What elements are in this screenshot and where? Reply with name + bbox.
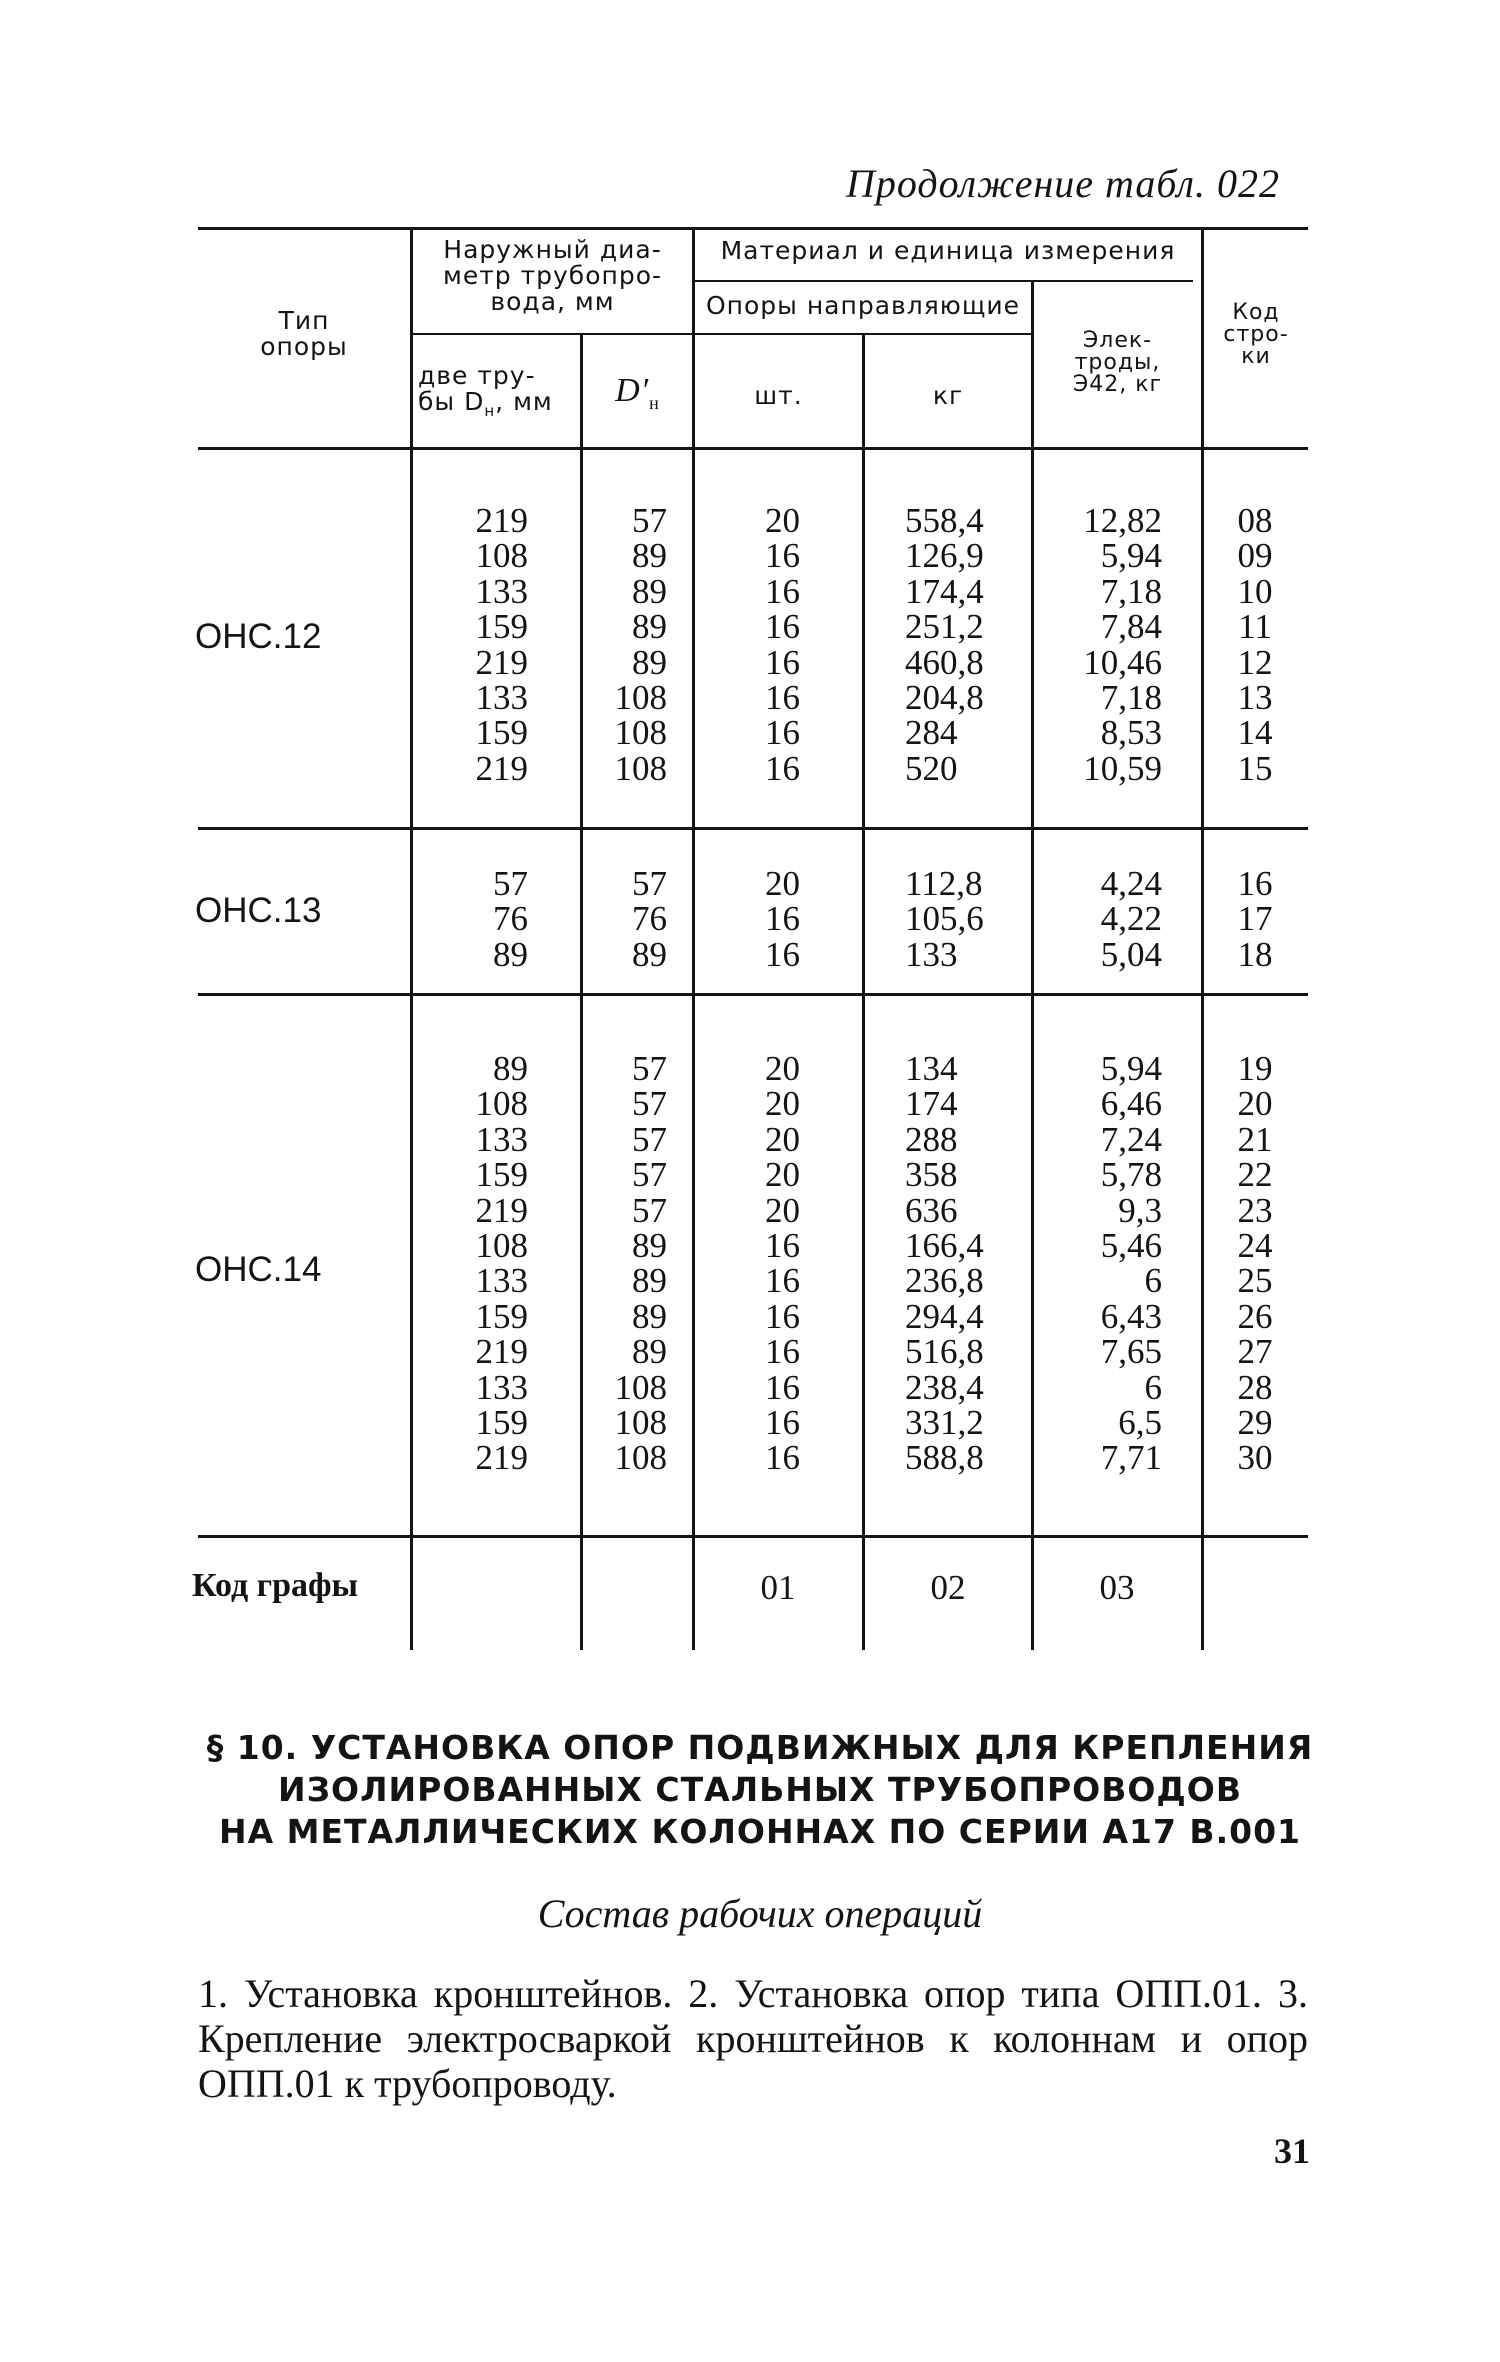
- col-line-6: [1201, 230, 1204, 1650]
- header-row-code: Код стро- ки: [1223, 300, 1289, 369]
- rule-material: [693, 280, 1193, 282]
- table-cell-code: 28: [1237, 1367, 1273, 1407]
- table-cell-pcs: 16: [765, 536, 800, 576]
- table-cell-d: 219: [475, 501, 528, 540]
- table-cell-pcs: 16: [765, 1261, 800, 1301]
- table-cell-el: 5,46: [1100, 1226, 1162, 1265]
- table-cell-el: 6,43: [1100, 1296, 1162, 1336]
- header-type: Тип опоры: [260, 306, 348, 361]
- table-cell-el: 7,18: [1100, 571, 1162, 611]
- table-cell-d: 159: [475, 1403, 528, 1442]
- page-number: 31: [1274, 2131, 1310, 2171]
- table-cell-el: 10,46: [1083, 642, 1162, 682]
- table-cell-kg: 288: [905, 1119, 958, 1159]
- table-cell-dn: 57: [632, 501, 667, 540]
- table-cell-kg: 236,8: [905, 1261, 984, 1301]
- header-two-pipes-unit: , мм: [495, 387, 553, 416]
- table-cell-d: 108: [475, 536, 528, 576]
- table-cell-code: 16: [1237, 864, 1273, 903]
- table-cell-pcs: 16: [765, 713, 800, 753]
- table-cell-kg: 284: [905, 713, 958, 753]
- table-cell-d: 89: [493, 934, 528, 974]
- table-cell-kg: 174: [905, 1084, 958, 1124]
- table-cell-dn: 57: [632, 1190, 667, 1230]
- rule-group-1: [198, 827, 1308, 830]
- table-cell-dn: 57: [632, 864, 667, 903]
- table-cell-dn: 108: [614, 713, 667, 753]
- section-subtitle: Состав рабочих операций: [537, 1891, 983, 1936]
- table-cell-pcs: 16: [765, 642, 800, 682]
- table-cell-code: 17: [1237, 899, 1273, 939]
- table-cell-d: 76: [493, 899, 528, 939]
- table-cell-pcs: 16: [765, 1438, 800, 1478]
- table-cell-pcs: 16: [765, 1367, 800, 1407]
- table-cell-el: 7,84: [1100, 607, 1162, 647]
- table-cell-dn: 89: [632, 1226, 667, 1265]
- table-cell-d: 219: [475, 1332, 528, 1372]
- table-cell-dn: 89: [632, 1296, 667, 1336]
- rule-header-bottom: [198, 447, 1308, 450]
- table-cell-dn: 108: [614, 748, 667, 788]
- table-cell-d: 57: [493, 864, 528, 903]
- table-cell-pcs: 16: [765, 1403, 800, 1442]
- col-line-4: [862, 333, 865, 1650]
- table-cell-pcs: 20: [765, 1190, 800, 1230]
- table-continuation-caption: Продолжение табл. 022: [845, 161, 1280, 206]
- table-cell-d: 219: [475, 748, 528, 788]
- table-cell-el: 6,46: [1100, 1084, 1162, 1124]
- col-line-5: [1031, 282, 1034, 1650]
- col-line-3: [692, 230, 695, 1650]
- table-cell-d: 133: [475, 571, 528, 611]
- table-cell-pcs: 16: [765, 748, 800, 788]
- table-cell-dn: 89: [632, 934, 667, 974]
- table-cell-kg: 105,6: [905, 899, 984, 939]
- table-cell-kg: 112,8: [905, 864, 983, 903]
- rule-top: [198, 227, 1308, 230]
- table-cell-code: 24: [1237, 1226, 1273, 1265]
- table-cell-pcs: 20: [765, 501, 800, 540]
- table-cell-dn: 57: [632, 1155, 667, 1195]
- col-line-1: [410, 230, 413, 1650]
- table-cell-dn: 57: [632, 1049, 667, 1088]
- table-cell-pcs: 20: [765, 1119, 800, 1159]
- table-cell-kg: 126,9: [905, 536, 984, 576]
- table-cell-pcs: 16: [765, 1226, 800, 1265]
- header-two-pipes: [418, 363, 578, 424]
- table-cell-kg: 558,4: [905, 501, 984, 540]
- table-cell-pcs: 16: [765, 1332, 800, 1372]
- table-cell-dn: 108: [614, 1438, 667, 1478]
- table-cell-code: 23: [1237, 1190, 1273, 1230]
- table-cell-kg: 251,2: [905, 607, 984, 647]
- table-cell-d: 133: [475, 1261, 528, 1301]
- table-cell-el: 10,59: [1083, 748, 1162, 788]
- table-cell-d: 108: [475, 1226, 528, 1265]
- table-cell-d: 219: [475, 1190, 528, 1230]
- table-cell-kg: 133: [905, 934, 958, 974]
- column-code-03: 03: [1099, 1568, 1135, 1607]
- column-code-01: 01: [760, 1568, 796, 1607]
- table-cell-kg: 204,8: [905, 678, 984, 717]
- table-cell-code: 25: [1237, 1261, 1273, 1301]
- table-cell-pcs: 16: [765, 607, 800, 647]
- table-cell-pcs: 20: [765, 1155, 800, 1195]
- table-cell-el: 7,18: [1100, 678, 1162, 717]
- table-cell-pcs: 20: [765, 1084, 800, 1124]
- table-cell-dn: 76: [632, 899, 667, 939]
- table-cell-d: 159: [475, 607, 528, 647]
- table-cell-code: 12: [1237, 642, 1273, 682]
- header-material: Материал и единица измерения: [720, 236, 1176, 265]
- table-cell-kg: 358: [905, 1155, 958, 1195]
- table-cell-el: 12,82: [1083, 501, 1162, 540]
- table-cell-pcs: 16: [765, 678, 800, 717]
- table-cell-el: 7,24: [1100, 1119, 1162, 1159]
- header-pcs: шт.: [754, 381, 803, 410]
- table-cell-d: 159: [475, 713, 528, 753]
- table-cell-code: 15: [1237, 748, 1273, 788]
- header-dn-prime-sub: н: [649, 392, 660, 413]
- rule-group-2: [198, 993, 1308, 996]
- table-cell-code: 11: [1238, 607, 1272, 647]
- table-cell-el: 5,04: [1100, 934, 1162, 974]
- table-cell-d: 133: [475, 678, 528, 717]
- header-supports: Опоры направляющие: [705, 291, 1021, 320]
- table-cell-kg: 588,8: [905, 1438, 984, 1478]
- header-dn-prime-text: D′: [615, 372, 650, 409]
- support-type-label: ОНС.13: [195, 891, 322, 930]
- support-type-label: ОНС.14: [195, 1250, 322, 1289]
- table-cell-d: 133: [475, 1119, 528, 1159]
- table-cell-kg: 174,4: [905, 571, 984, 611]
- table-cell-pcs: 20: [765, 864, 800, 903]
- rule-group-3: [198, 1535, 1308, 1538]
- table-cell-kg: 460,8: [905, 642, 984, 682]
- table-cell-el: 5,94: [1100, 1049, 1162, 1088]
- table-cell-kg: 331,2: [905, 1403, 984, 1442]
- header-two-pipes-text: две тру- бы D: [418, 361, 536, 416]
- table-cell-dn: 89: [632, 1332, 667, 1372]
- table-cell-code: 21: [1237, 1119, 1273, 1159]
- table-cell-d: 159: [475, 1155, 528, 1195]
- table-cell-code: 10: [1237, 571, 1273, 611]
- table-cell-el: 7,71: [1100, 1438, 1162, 1478]
- table-cell-d: 159: [475, 1296, 528, 1336]
- table-cell-kg: 516,8: [905, 1332, 984, 1372]
- section-heading: § 10. УСТАНОВКА ОПОР ПОДВИЖНЫХ ДЛЯ КРЕПЛЕНИЯ ИЗОЛИРОВАННЫХ СТАЛЬНЫХ ТРУБОПРОВОДОВ НА МЕТАЛЛИЧЕСКИХ КОЛОННАХ ПО СЕРИИ А17 В.001: [206, 1728, 1314, 1851]
- table-cell-code: 09: [1237, 536, 1273, 576]
- table-cell-pcs: 16: [765, 899, 800, 939]
- table-cell-d: 219: [475, 1438, 528, 1478]
- table-cell-dn: 57: [632, 1084, 667, 1124]
- table-cell-dn: 89: [632, 607, 667, 647]
- table-cell-dn: 108: [614, 1403, 667, 1442]
- table-cell-el: 5,94: [1100, 536, 1162, 576]
- table-cell-dn: 89: [632, 536, 667, 576]
- header-two-pipes-sub: н: [484, 402, 496, 420]
- table-cell-pcs: 16: [765, 571, 800, 611]
- table-cell-el: 6: [1144, 1367, 1162, 1407]
- header-kg: кг: [932, 381, 964, 410]
- table-cell-pcs: 20: [765, 1049, 800, 1088]
- table-cell-pcs: 16: [765, 934, 800, 974]
- table-cell-d: 108: [475, 1084, 528, 1124]
- table-cell-dn: 89: [632, 571, 667, 611]
- table-cell-dn: 108: [614, 1367, 667, 1407]
- table-cell-el: 6,5: [1118, 1403, 1162, 1442]
- table-cell-kg: 166,4: [905, 1226, 984, 1265]
- column-code-02: 02: [930, 1568, 966, 1607]
- table-cell-kg: 134: [905, 1049, 958, 1088]
- table-cell-kg: 294,4: [905, 1296, 984, 1336]
- table-cell-el: 4,22: [1100, 899, 1162, 939]
- table-cell-code: 14: [1237, 713, 1273, 753]
- rule-outer-diameter: [412, 333, 693, 335]
- table-cell-dn: 57: [632, 1119, 667, 1159]
- table-cell-code: 20: [1237, 1084, 1273, 1124]
- table-cell-el: 7,65: [1100, 1332, 1162, 1372]
- column-code-label: Код графы: [192, 1567, 359, 1604]
- table-cell-code: 19: [1237, 1049, 1273, 1088]
- table-cell-d: 133: [475, 1367, 528, 1407]
- table-cell-el: 9,3: [1118, 1190, 1162, 1230]
- header-electrodes: Элек- троды, Э42, кг: [1072, 328, 1163, 397]
- table-cell-code: 27: [1237, 1332, 1273, 1372]
- table-cell-code: 22: [1237, 1155, 1273, 1195]
- table-cell-code: 13: [1237, 678, 1273, 717]
- table-cell-el: 6: [1144, 1261, 1162, 1301]
- table-cell-el: 4,24: [1100, 864, 1162, 903]
- table-cell-el: 5,78: [1100, 1155, 1162, 1195]
- table-cell-d: 219: [475, 642, 528, 682]
- table-cell-code: 08: [1237, 501, 1273, 540]
- table-cell-kg: 520: [905, 748, 958, 788]
- table-cell-dn: 108: [614, 678, 667, 717]
- table-cell-code: 29: [1237, 1403, 1273, 1442]
- table-cell-d: 89: [493, 1049, 528, 1088]
- support-type-label: ОНС.12: [195, 617, 322, 656]
- table-cell-kg: 238,4: [905, 1367, 984, 1407]
- table-cell-dn: 89: [632, 642, 667, 682]
- table-cell-kg: 636: [905, 1190, 958, 1230]
- table-cell-code: 30: [1237, 1438, 1273, 1478]
- operations-paragraph: 1. Установка кронштейнов. 2. Установка опор типа ОПП.01. 3. Крепление электросваркой кронштейнов к колоннам и опор ОПП.01 к трубопроводу.: [198, 1971, 1308, 2106]
- header-dn-prime: [583, 372, 692, 416]
- table-cell-el: 8,53: [1100, 713, 1162, 753]
- header-outer-diameter: Наружный диа- метр трубопро- вода, мм: [442, 235, 663, 316]
- table-cell-code: 26: [1237, 1296, 1273, 1336]
- table-cell-code: 18: [1237, 934, 1273, 974]
- table-cell-pcs: 16: [765, 1296, 800, 1336]
- table-cell-dn: 89: [632, 1261, 667, 1301]
